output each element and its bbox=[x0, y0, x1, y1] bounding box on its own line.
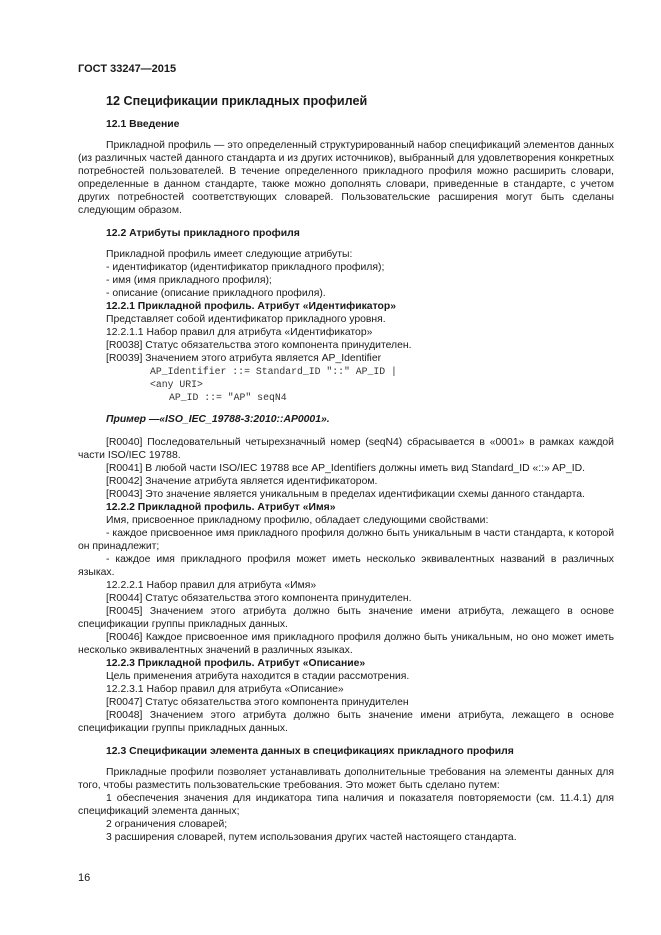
rule-line: [R0043] Это значение является уникальным в пределах идентификации схемы данного стандарта. bbox=[106, 489, 585, 500]
desc-line: [R0048] Значением этого атрибута должно быть значение имени атрибута, лежащего в основе спецификации группы прикладных данных. bbox=[78, 710, 614, 734]
attrs-line: - описание (описание прикладного профиля). bbox=[106, 288, 326, 299]
code-line: AP_ID ::= "AP" seqN4 bbox=[169, 392, 287, 403]
name-line: - каждое присвоенное имя прикладного профиля должно быть уникальным в части стандарта, к которой он принадлежит; bbox=[78, 528, 614, 552]
subsection-title-intro: 12.1 Введение bbox=[106, 119, 180, 130]
subsection-title-attributes: 12.2 Атрибуты прикладного профиля bbox=[106, 228, 300, 239]
rule-line: [R0042] Значение атрибута является идентификатором. bbox=[106, 476, 378, 487]
name-line: [R0045] Значением этого атрибута должно быть значение имени атрибута, лежащего в основе спецификации группы прикладных данных. bbox=[78, 606, 614, 630]
desc-line: Цель применения атрибута находится в стадии рассмотрения. bbox=[106, 671, 410, 682]
id-line: [R0039] Значением этого атрибута является AP_Identifier bbox=[106, 353, 382, 364]
page-number: 16 bbox=[78, 872, 91, 884]
id-line: [R0038] Статус обязательства этого компонента принудителен. bbox=[106, 340, 412, 351]
name-line: [R0046] Каждое присвоенное имя прикладного профиля должно быть уникальным, но оно может иметь несколько эквивалентных значений в различных языках. bbox=[78, 632, 614, 656]
intro-paragraph: Прикладной профиль — это определенный структурированный набор спецификаций элементов данных (из различных частей данного стандарта и из других источников), выбранный для удовлетворения конкретных потребностей пользователей. В течение определенного прикладного профиля можно расширить словари, определенные в данном стандарте, также можно дополнять словари, приведенные в стандарте, с учетом других потребностей соответствующих словарей. Пользовательские расширения могут быть сделаны следующим образом. bbox=[78, 140, 614, 216]
name-line: - каждое имя прикладного профиля может иметь несколько эквивалентных названий в различных языках. bbox=[78, 554, 614, 578]
clause-title-identifier: 12.2.1 Прикладной профиль. Атрибут «Идентификатор» bbox=[106, 301, 396, 312]
name-line: Имя, присвоенное прикладному профилю, обладает следующими свойствами: bbox=[106, 515, 489, 526]
elem-line: 1 обеспечения значения для индикатора типа наличия и показателя повторяемости (см. 11.4.1) для спецификаций элемента данных; bbox=[78, 793, 614, 817]
desc-line: [R0047] Статус обязательства этого компонента принудителен bbox=[106, 697, 409, 708]
clause-title-description: 12.2.3 Прикладной профиль. Атрибут «Описание» bbox=[106, 658, 366, 669]
document-header: ГОСТ 33247—2015 bbox=[78, 63, 177, 75]
elem-line: Прикладные профили позволяет устанавливать дополнительные требования на элементы данных для того, чтобы разместить пользовательские требования. Это может быть сделано путем: bbox=[78, 767, 614, 791]
elem-line: 2 ограничения словарей; bbox=[106, 819, 228, 830]
attrs-line: - идентификатор (идентификатор прикладного профиля); bbox=[106, 262, 385, 273]
elem-line: 3 расширения словарей, путем использования других частей настоящего стандарта. bbox=[106, 832, 517, 843]
id-line: Представляет собой идентификатор прикладного уровня. bbox=[106, 314, 386, 325]
example-line: Пример —«ISO_IEC_19788-3:2010::AP0001». bbox=[106, 414, 330, 425]
id-line: 12.2.1.1 Набор правил для атрибута «Идентификатор» bbox=[106, 327, 373, 338]
attrs-line: - имя (имя прикладного профиля); bbox=[106, 275, 272, 286]
rule-line: [R0040] Последовательный четырехзначный номер (seqN4) сбрасывается в «0001» в рамках каждой части ISO/IEC 19788. bbox=[78, 437, 614, 461]
rule-line: [R0041] В любой части ISO/IEC 19788 все AP_Identifiers должны иметь вид Standard_ID «::» AP_ID. bbox=[106, 463, 586, 474]
code-line: <any URI> bbox=[150, 379, 203, 390]
code-line: AP_Identifier ::= Standard_ID "::" AP_ID | bbox=[150, 366, 397, 377]
clause-title-name: 12.2.2 Прикладной профиль. Атрибут «Имя» bbox=[106, 502, 336, 513]
subsection-title-element-spec: 12.3 Спецификации элемента данных в спецификациях прикладного профиля bbox=[106, 746, 514, 757]
desc-line: 12.2.3.1 Набор правил для атрибута «Описание» bbox=[106, 684, 344, 695]
document-body bbox=[78, 89, 614, 844]
section-title: 12 Спецификации прикладных профилей bbox=[106, 94, 368, 108]
name-line: [R0044] Статус обязательства этого компонента принудителен. bbox=[106, 593, 412, 604]
name-line: 12.2.2.1 Набор правил для атрибута «Имя» bbox=[106, 580, 317, 591]
attrs-line: Прикладной профиль имеет следующие атрибуты: bbox=[106, 249, 353, 260]
